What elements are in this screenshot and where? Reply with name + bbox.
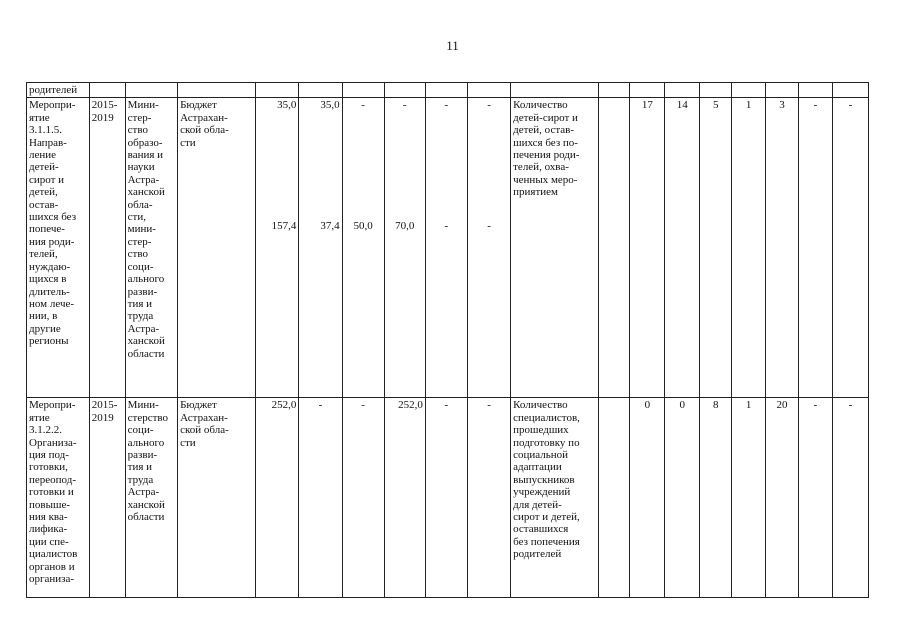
indicator-cell: Количество специалистов, прошедших подготовку по социальной адаптации выпускников учреждений для детей- сирот и детей, оставшихся без попечения родителей [511, 398, 598, 598]
finance-2016-cell: - 50,0 [342, 98, 384, 398]
finance-2018-cell: - - [425, 98, 467, 398]
indicator-value-cell: - [832, 98, 868, 398]
activity-cell: Меропри- ятие 3.1.2.2. Организа- ция под- готовки, переопод- готовки и повыше- ния ква- лифика- ции спе- циалистов органов и организа- [27, 398, 90, 598]
indicator-value-cell: 17 [630, 98, 665, 398]
finance-total-cell: 252,0 [256, 398, 299, 598]
page-number: 11 [446, 38, 459, 53]
finance-2015-cell: 35,0 37,4 [299, 98, 342, 398]
continuation-cell: родителей [27, 83, 90, 98]
period-cell: 2015- 2019 [89, 98, 125, 398]
indicator-value-cell: - [798, 98, 832, 398]
finance-2016-cell: - [342, 398, 384, 598]
indicator-value-cell: - [798, 398, 832, 598]
indicator-value-cell: 0 [630, 398, 665, 598]
indicator-value-cell: - [832, 398, 868, 598]
indicator-value-cell: 5 [700, 98, 732, 398]
finance-2017-cell: - 70,0 [384, 98, 425, 398]
finance-2017-cell: 252,0 [384, 398, 425, 598]
executor-cell: Мини- стерство соци- ального разви- тия и труда Астра- ханской области [125, 398, 177, 598]
base-value-cell [598, 98, 630, 398]
source-cell: Бюджет Астрахан- ской обла- сти [178, 398, 256, 598]
executor-cell: Мини- стер- ство образо- вания и науки Астра- ханской обла- сти, мини- стер- ство соци- ального разви- тия и труда Астра- ханской области [125, 98, 177, 398]
indicator-cell: Количество детей-сирот и детей, остав- шихся без по- печения роди- телей, охва- ченных меро- приятием [511, 98, 598, 398]
base-value-cell [598, 398, 630, 598]
continuation-row [27, 83, 869, 98]
activity-cell: Меропри- ятие 3.1.1.5. Направ- ление детей- сирот и детей, остав- шихся без попече- ния роди- телей, нуждаю- щихся в длитель- ном лече- нии, в другие регионы [27, 98, 90, 398]
indicator-value-cell: 1 [732, 398, 766, 598]
table-row [27, 98, 869, 398]
indicator-value-cell: 3 [766, 98, 799, 398]
indicator-value-cell: 20 [766, 398, 799, 598]
indicator-value-cell: 14 [665, 98, 700, 398]
finance-2018-cell: - [425, 398, 467, 598]
table-row [27, 398, 869, 598]
program-table [26, 82, 869, 598]
source-cell: Бюджет Астрахан- ской обла- сти [178, 98, 256, 398]
finance-2015-cell: - [299, 398, 342, 598]
indicator-value-cell: 8 [700, 398, 732, 598]
finance-2019-cell: - [467, 398, 510, 598]
indicator-value-cell: 1 [732, 98, 766, 398]
finance-2019-cell: - - [467, 98, 510, 398]
period-cell: 2015- 2019 [89, 398, 125, 598]
finance-total-cell: 35,0 157,4 [256, 98, 299, 398]
indicator-value-cell: 0 [665, 398, 700, 598]
